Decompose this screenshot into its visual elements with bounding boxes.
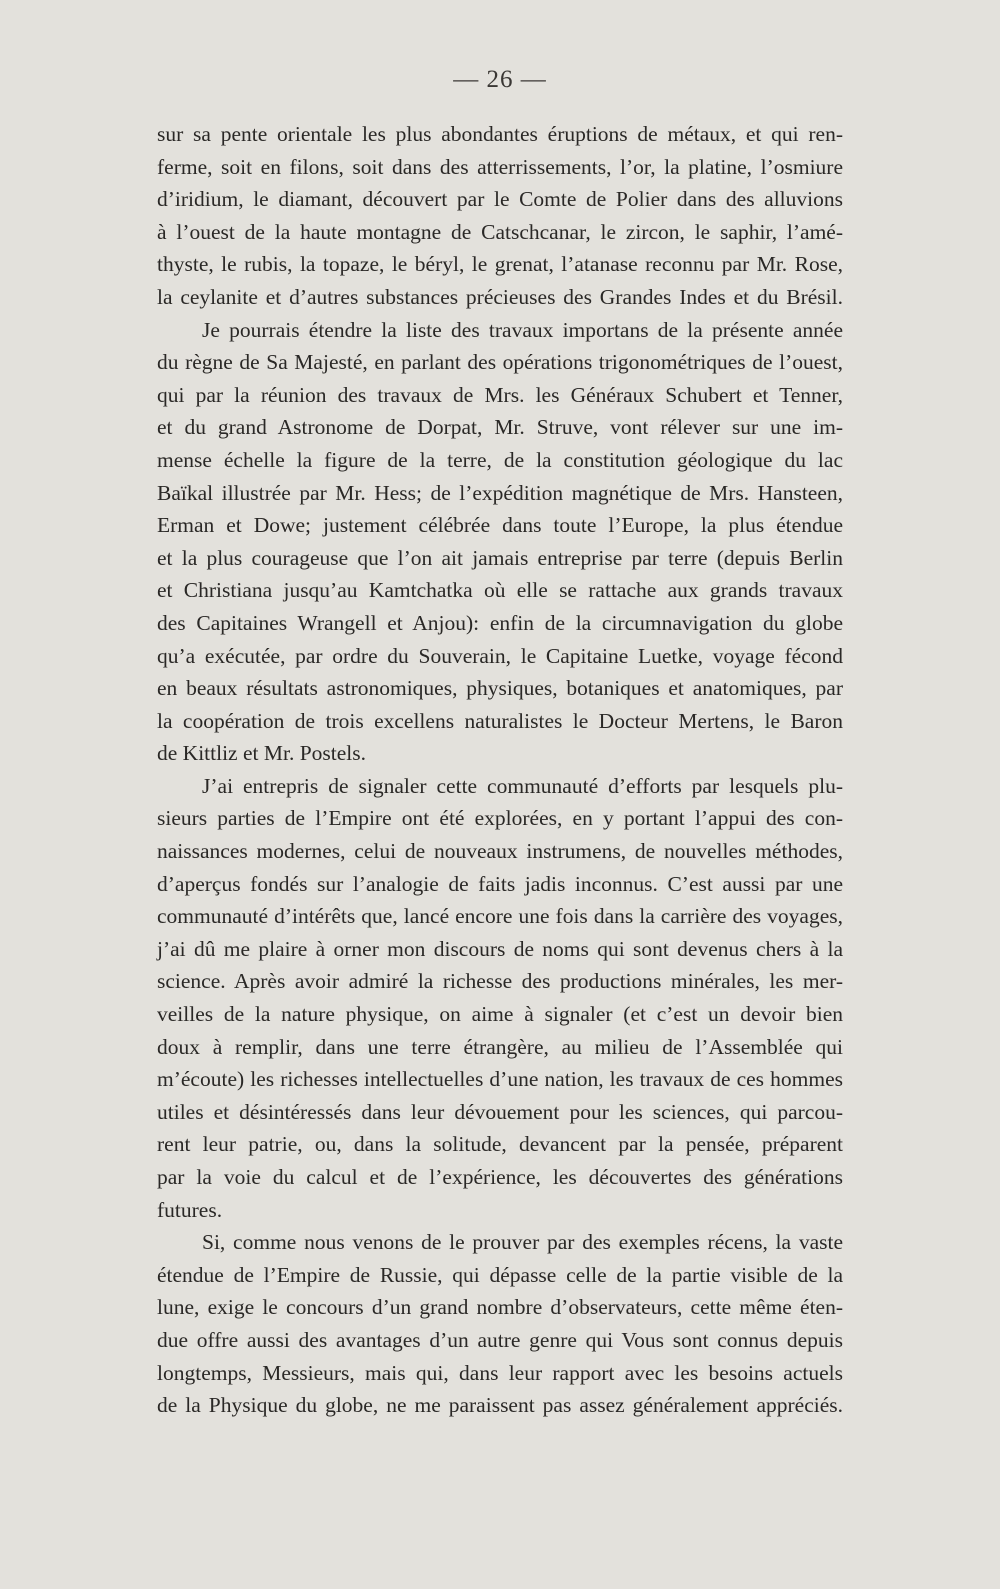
text-line: j’ai dû me plaire à orner mon discours de noms qui sont devenus chers à la [157,936,843,961]
text-line: et du grand Astronome de Dorpat, Mr. Struve, vont rélever sur une im- [157,415,843,440]
text-line: mense échelle la figure de la terre, de la constitution géologique du lac [157,447,843,472]
text-line: sur sa pente orientale les plus abondantes éruptions de métaux, et qui ren- [157,122,843,146]
text-line: en beaux résultats astronomiques, physiques, botaniques et anatomiques, par [157,676,843,701]
text-line: science. Après avoir admiré la richesse des productions minérales, les mer- [157,969,843,994]
text-line: de la Physique du globe, ne me paraissent pas assez généralement appréciés. [157,1393,843,1418]
text-line: par la voie du calcul et de l’expérience, les découvertes des générations [157,1165,843,1189]
text-line: longtemps, Messieurs, mais qui, dans leur rapport avec les besoins actuels [157,1360,843,1385]
text-line: ferme, soit en filons, soit dans des atterrissements, l’or, la platine, l’osmiure [157,154,843,179]
text-line: et Christiana jusqu’au Kamtchatka où elle se rattache aux grands travaux [157,578,843,603]
text-line: la coopération de trois excellens naturalistes le Docteur Mertens, le Baron [157,708,843,733]
paragraph-2 [157,314,843,770]
text-line: futures. [157,1197,223,1222]
text-line: Si, comme nous venons de le prouver par des exemples récens, la vaste [202,1230,843,1255]
text-line: rent leur patrie, ou, dans la solitude, devancent par la pensée, préparent [157,1132,843,1157]
text-line: J’ai entrepris de signaler cette communauté d’efforts par lesquels plu- [202,773,843,798]
text-line: à l’ouest de la haute montagne de Catschcanar, le zircon, le saphir, l’amé- [157,219,843,244]
text-line: de Kittliz et Mr. Postels. [157,741,367,766]
text-line: des Capitaines Wrangell et Anjou): enfin de la circumnavigation du globe [157,610,843,635]
text-line: thyste, le rubis, la topaze, le béryl, le grenat, l’atanase reconnu par Mr. Rose, [157,252,843,277]
text-line: d’iridium, le diamant, découvert par le Comte de Polier dans des alluvions [157,187,843,212]
text-line: qu’a exécutée, par ordre du Souverain, le Capitaine Luetke, voyage fécond [157,643,843,668]
body-text [157,118,843,1422]
text-line: doux à remplir, dans une terre étrangère, au milieu de l’Assemblée qui [157,1034,843,1059]
text-line: sieurs parties de l’Empire ont été explorées, en y portant l’appui des con- [157,806,843,831]
text-line: la ceylanite et d’autres substances précieuses des Grandes Indes et du Brésil. [157,284,843,309]
text-line: m’écoute) les richesses intellectuelles d’une nation, les travaux de ces hommes [157,1067,843,1092]
text-line: due offre aussi des avantages d’un autre genre qui Vous sont connus depuis [157,1327,843,1352]
text-line: Erman et Dowe; justement célébrée dans toute l’Europe, la plus étendue [157,513,843,538]
text-line: Je pourrais étendre la liste des travaux importans de la présente année [202,317,843,342]
text-line: utiles et désintéressés dans leur dévouement pour les sciences, qui parcou- [157,1099,843,1124]
text-line: d’aperçus fondés sur l’analogie de faits jadis inconnus. C’est aussi par une [157,871,843,896]
text-line: et la plus courageuse que l’on ait jamais entreprise par terre (depuis Berlin [157,545,843,570]
page-number: — 26 — [453,66,547,93]
text-line: du règne de Sa Majesté, en parlant des opérations trigonométriques de l’ouest, [157,350,843,375]
paragraph-1 [157,118,843,314]
paragraph-4 [157,1226,843,1422]
text-line: lune, exige le concours d’un grand nombre d’observateurs, cette même éten- [157,1295,843,1320]
text-line: veilles de la nature physique, on aime à signaler (et c’est un devoir bien [157,1002,843,1027]
text-line: communauté d’intérêts que, lancé encore une fois dans la carrière des voyages, [157,904,843,929]
text-line: naissances modernes, celui de nouveaux instrumens, de nouvelles méthodes, [157,839,843,864]
text-line: Baïkal illustrée par Mr. Hess; de l’expédition magnétique de Mrs. Hansteen, [157,480,843,505]
text-line: étendue de l’Empire de Russie, qui dépasse celle de la partie visible de la [157,1262,843,1287]
text-line: qui par la réunion des travaux de Mrs. les Généraux Schubert et Tenner, [157,382,843,407]
paragraph-3 [157,770,843,1226]
